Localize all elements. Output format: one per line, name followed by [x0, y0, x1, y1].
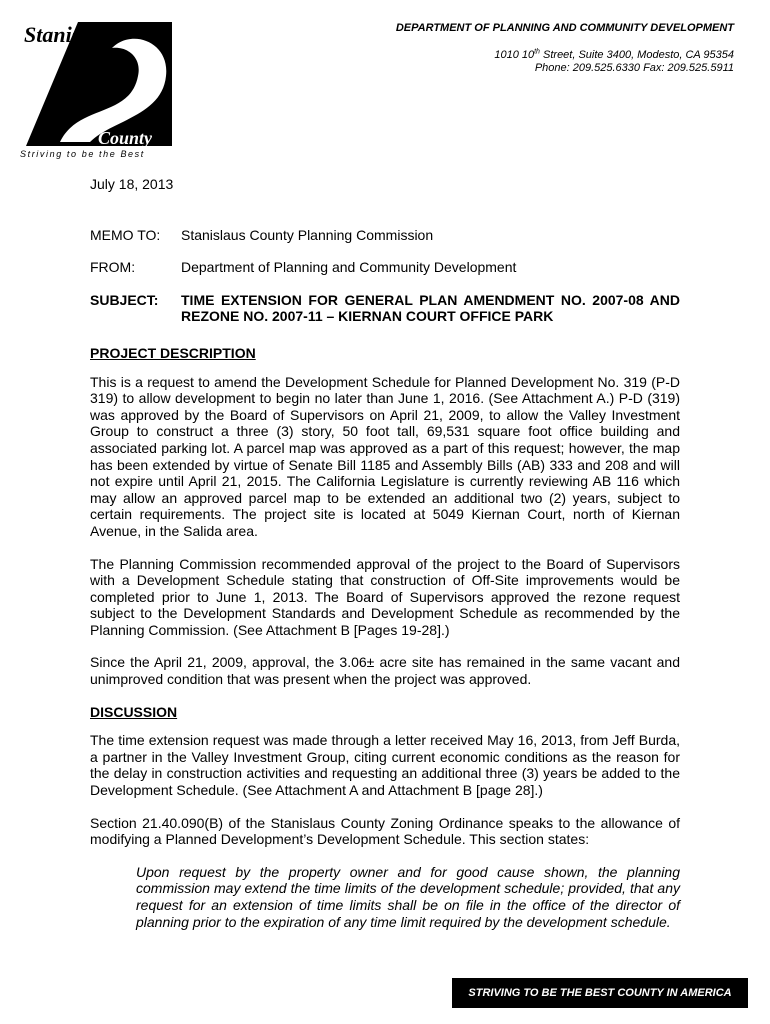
logo-word-bottom: County [98, 128, 153, 148]
project-paragraph-3: Since the April 21, 2009, approval, the 3.06± acre site has remained in the same vacant and unimproved condition that was present when the project was approved. [90, 654, 680, 688]
discussion-paragraph-1: The time extension request was made through a letter received May 16, 2013, from Jeff Burda, a partner in the Valley Investment Group, citing current economic conditions as the reason for the delay in construction activities and requesting an additional three (3) years be added to the Development Schedule. (See Attachment A and Attachment B [page 28].) [90, 732, 680, 799]
logo-word-top: Stanislaus [24, 22, 119, 47]
project-paragraph-2: The Planning Commission recommended approval of the project to the Board of Supervisors with a Development Schedule stating that construction of Off-Site improvements would be completed prior to June 1, 2013. The Board of Supervisors approved the rezone request subject to the Development Standards and Development Schedule as recommended by the Planning Commission. (See Attachment B [Pages 19-28].) [90, 555, 680, 638]
memo-to-label: MEMO TO: [90, 226, 161, 243]
county-seal-graphic [20, 18, 180, 150]
ordinance-quote: Upon request by the property owner and for good cause shown, the planning commission may extend the time limits of the development schedule; provided, that any request for an extension of time limits shall be on file in the office of the director of planning prior to the expiration of any time limit required by the development schedule. [136, 863, 680, 930]
memo-body [90, 176, 680, 930]
discussion-paragraph-2: Section 21.40.090(B) of the Stanislaus County Zoning Ordinance speaks to the allowance of modifying a Planned Development’s Development Schedule. This section states: [90, 814, 680, 848]
memo-from-value: Department of Planning and Community Development [181, 259, 517, 276]
department-phone: Phone: 209.525.6330 Fax: 209.525.5911 [534, 62, 734, 74]
logo-tagline: Striving to be the Best [20, 149, 145, 159]
department-address: 1010 10th Street, Suite 3400, Modesto, CA 95354 [494, 48, 734, 61]
footer-banner: STRIVING TO BE THE BEST COUNTY IN AMERICA [452, 978, 748, 1008]
department-name: DEPARTMENT OF PLANNING AND COMMUNITY DEVELOPMENT [395, 22, 734, 34]
project-paragraph-1: This is a request to amend the Development Schedule for Planned Development No. 319 (P-D 319) to allow development to begin no later than June 1, 2016. (See Attachment A.) P-D (319) was approved by the Board of Supervisors on April 21, 2009, to allow the Valley Investment Group to construct a three (3) story, 50 foot tall, 69,531 square foot office building and associated parking lot. A parcel map was approved as a part of this request; however, the map has been extended by virtue of Senate Bill 1185 and Assembly Bills (AB) 333 and 208 and will not expire until April 21, 2015. The California Legislature is currently reviewing AB 116 which may allow an approved parcel map to be extended an additional two (2) years, subject to certain requirements. The project site is located at 5049 Kiernan Court, north of Kiernan Avenue, in the Salida area. [90, 373, 680, 539]
memo-from-row [90, 259, 680, 276]
county-logo [20, 18, 180, 166]
memo-to-row [90, 227, 680, 244]
memo-subject-value: TIME EXTENSION FOR GENERAL PLAN AMENDMENT NO. 2007-08 AND REZONE NO. 2007-11 – KIERNAN COURT OFFICE PARK [181, 291, 680, 325]
memo-subject-row [90, 292, 680, 325]
memo-from-label: FROM: [90, 259, 136, 276]
memo-to-value: Stanislaus County Planning Commission [181, 226, 434, 243]
memo-date: July 18, 2013 [90, 176, 174, 192]
memo-subject-label: SUBJECT: [90, 291, 159, 308]
discussion-heading: DISCUSSION [90, 703, 178, 720]
department-header [396, 22, 734, 75]
project-description-heading: PROJECT DESCRIPTION [90, 344, 256, 361]
